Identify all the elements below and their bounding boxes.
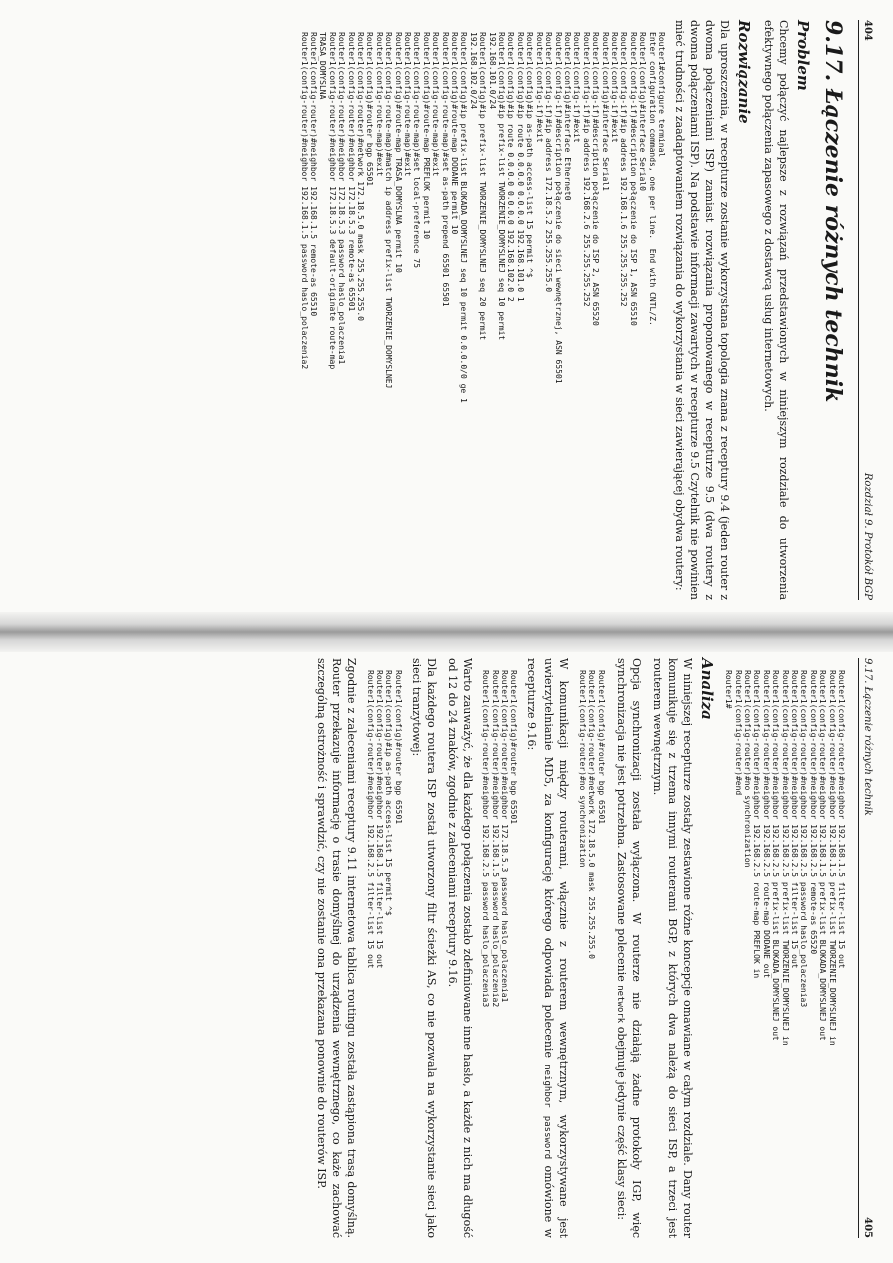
page-header bbox=[858, 20, 875, 600]
page-number: 405 bbox=[862, 1217, 873, 1238]
analysis-heading: Analiza bbox=[697, 658, 716, 720]
inline-code: neighbor password bbox=[542, 1064, 553, 1160]
page-number: 404 bbox=[862, 20, 873, 41]
problem-heading: Problem bbox=[794, 20, 812, 91]
section-title: 9.17. Łączenie różnych technik bbox=[820, 20, 846, 403]
page-405 bbox=[315, 658, 875, 1238]
running-title: Rozdział 9. Protokół BGP bbox=[862, 472, 873, 600]
analysis-paragraph-5: Dla każdego routera ISP został utworzony filtr ścieżki AS, co nie pozwala na wykorzystanie sieci jako sieci tranzytowej: bbox=[409, 658, 438, 1238]
code-filter-example: Router1(config)#router bgp 65501 Router1(config)#ip as-path access-list 15 permit ^$ Router1(config-router)#neighbor 192.168.1.5 filter-list 15 out Router1(config-router)#neighbor 192.168.2.5 filter-list 15 out bbox=[365, 670, 403, 969]
page-header bbox=[858, 658, 875, 1238]
text-run: Opcja synchronizacji została wyłączona. W routerze nie działają żadne protokoły IGP, więc synchronizacja nie jest potrzebna. Zastosowane polecenie bbox=[614, 658, 643, 1238]
router-config-continuation: Router1(config-router)#neighbor 192.168.1.5 filter-list 15 out Router1(config-router)#neighbor 192.168.1.5 prefix-list TWORZENIE_DOMYSLNEJ in Router1(config-router)#neighbor 192.168.1.5 prefix-list BLOKADA_DOMYSLNEJ out Router1(config-router)#neighbor 192.168.2.5 remote-as 65520 Router1(config-router)#neighbor 192.168.2.5 password haslo_polaczenia3 Router1(config-router)#neighbor 192.168.2.5 filter-list 15 out Router1(config-router)#neighbor 192.168.2.5 prefix-list TWORZENIE_DOMYSLNEJ in Router1(config-router)#neighbor 192.168.2.5 prefix-list BLOKADA_DOMYSLNEJ out Router1(config-router)#neighbor 192.168.2.5 route-map DODANE out Router1(config-router)#neighbor 192.168.2.5 route-map PREFLOK in Router1(config-router)#no synchronization Router1(config-router)#end Router1# bbox=[724, 670, 846, 1046]
analysis-paragraph-4: Warto zauważyć, że dla każdego połączenia zostało zdefiniowane inne hasło, a każde z nich ma długość od 12 do 24 znaków, zgodnie z zaleceniami receptury 9.16. bbox=[445, 658, 474, 1238]
analysis-paragraph-6: Zgodnie z zaleceniami receptury 9.11 internetowa tablica routingu została zastąpiona trasą domyślną. Router przekazuje informację o trasie domyślnej do urządzenia wewnętrznego, co każe zachować szczególną ostrożność i sprawdzić, czy nie zostanie ona przekazana ponownie do routerów ISP. bbox=[315, 658, 359, 1238]
solution-heading: Rozwiązanie bbox=[735, 20, 753, 124]
inline-code: network bbox=[614, 985, 625, 1024]
analysis-paragraph-3 bbox=[525, 658, 572, 1238]
analysis-paragraph-1: W niniejszej recepturze zostały zestawione różne koncepcje omawiane w całym rozdziale. Dany router komunikuje się z trzema innymi routerami BGP, z których dwa należą do sieci ISP, a trzeci jest routerem wewnętrznym. bbox=[650, 658, 694, 1238]
text-run: omówione w recepturze 9.16: bbox=[525, 658, 556, 1238]
code-sync-example: Router1(config)#router bgp 65501 Router1(config-router)#network 172.18.5.0 mask 255.255.255.0 Router1(config-router)#no synchronization bbox=[577, 670, 606, 959]
running-title: 9.17. Łączenie różnych technik bbox=[862, 658, 873, 816]
analysis-paragraph-2 bbox=[612, 658, 644, 1238]
router-config-listing: Router1#configure terminal Enter configuration commands, one per line. End with CNTL/Z. Router1(config)#interface Serial0 Router1(config-if)#description połączenie do ISP 1, ASN 65510 Router1(config-if)#ip address 192.168.1.6 255.255.255.252 Router1(config-if)#exit Router1(config)#interface Serial1 Router1(config-if)#description połączenie do ISP 2, ASN 65520 Router1(config-if)#ip address 192.168.2.6 255.255.255.252 Router1(config-if)#exit Router1(config)#interface Ethernet0 Router1(config-if)#description połączenie do sieci wewnętrznej, ASN 65501 Router1(config-if)#ip address 172.18.5.2 255.255.255.0 Router1(config-if)#exit Router1(config)#ip as-path access-list 15 permit ^$ Router1(config)#ip route 0.0.0.0 0.0.0.0 192.168.101.0 1 Router1(config)#ip route 0.0.0.0 0.0.0.0 192.168.102.0 2 Router1(config)#ip prefix-list TWORZENIE_DOMYSLNEJ seq 10 permit 192.168.101.0/24 Router1(config)#ip prefix-list TWORZENIE_DOMYSLNEJ seq 20 permit 192.168.102.0/24 Router1(config)#ip prefix-list BLOKADA_DOMYSLNEJ seq 10 permit 0.0.0.0/0 ge 1 Router1(config)#route-map DODANE permit 10 Router1(config-route-map)#set as-path prepend 65501 65501 Router1(config-route-map)#exit Router1(config)#route-map PREFLOK permit 10 Router1(config-route-map)#set local-preference 75 Router1(config-route-map)#exit Router1(config)#route-map TRASA_DOMYSLNA permit 10 Router1(config-route-map)#match ip address prefix-list TWORZENIE_DOMYSLNEJ Router1(config-route-map)#exit Router1(config)#router bgp 65501 Router1(config-router)#network 172.18.5.0 mask 255.255.255.0 Router1(config-router)#neighbor 172.18.5.3 remote-as 65501 Router1(config-router)#neighbor 172.18.5.3 password haslo_polaczenia1 Router1(config-router)#neighbor 172.18.5.3 default-originate route-map TRASA_DOMYSLNA Router1(config-router)#neighbor 192.168.1.5 remote-as 65510 Router1(config-router)#neighbor 192.168.1.5 password haslo_polaczenia2 bbox=[299, 32, 666, 403]
code-password-example: Router1(config)#router bgp 65501 Router1(config-router)#neighbor 172.18.5.3 password haslo_polaczenia1 Router1(config-router)#neighbor 192.168.1.5 password haslo_polaczenia2 Router1(config-router)#neighbor 192.168.2.5 password haslo_polaczenia3 bbox=[481, 670, 519, 1008]
page-404 bbox=[299, 20, 875, 600]
solution-text: Dla uproszczenia, w recepturze zostanie wykorzystana topologia znana z receptury 9.4 (jeden router z dwoma połączeniami ISP) zamiast rozwiązania proponowanego w recepturze 9.5 (dwa routery z dwoma połączeniami ISP). Na podstawie informacji zawartych w recepturze 9.5 Czytelnik nie powinien mieć trudności z zaadaptowaniem rozwiązania do wykorzystania w sieci zawierającej obydwa routery: bbox=[673, 20, 731, 600]
problem-text: Chcemy połączyć najlepsze z rozwiązań przedstawionych w niniejszym rozdziale do utworzenia efektywnego połączenia zapasowego z dostawcą usług internetowych. bbox=[762, 20, 790, 600]
text-run: W komunikacji między routerami, włącznie z routerem wewnętrznym, wykorzystywane jest uwierzytelnianie MD5, za konfigurację którego odpowiada polecenie bbox=[542, 658, 571, 1238]
book-spine-shadow bbox=[0, 612, 893, 652]
text-run: obejmuje jedynie część klasy sieci: bbox=[614, 1023, 628, 1220]
